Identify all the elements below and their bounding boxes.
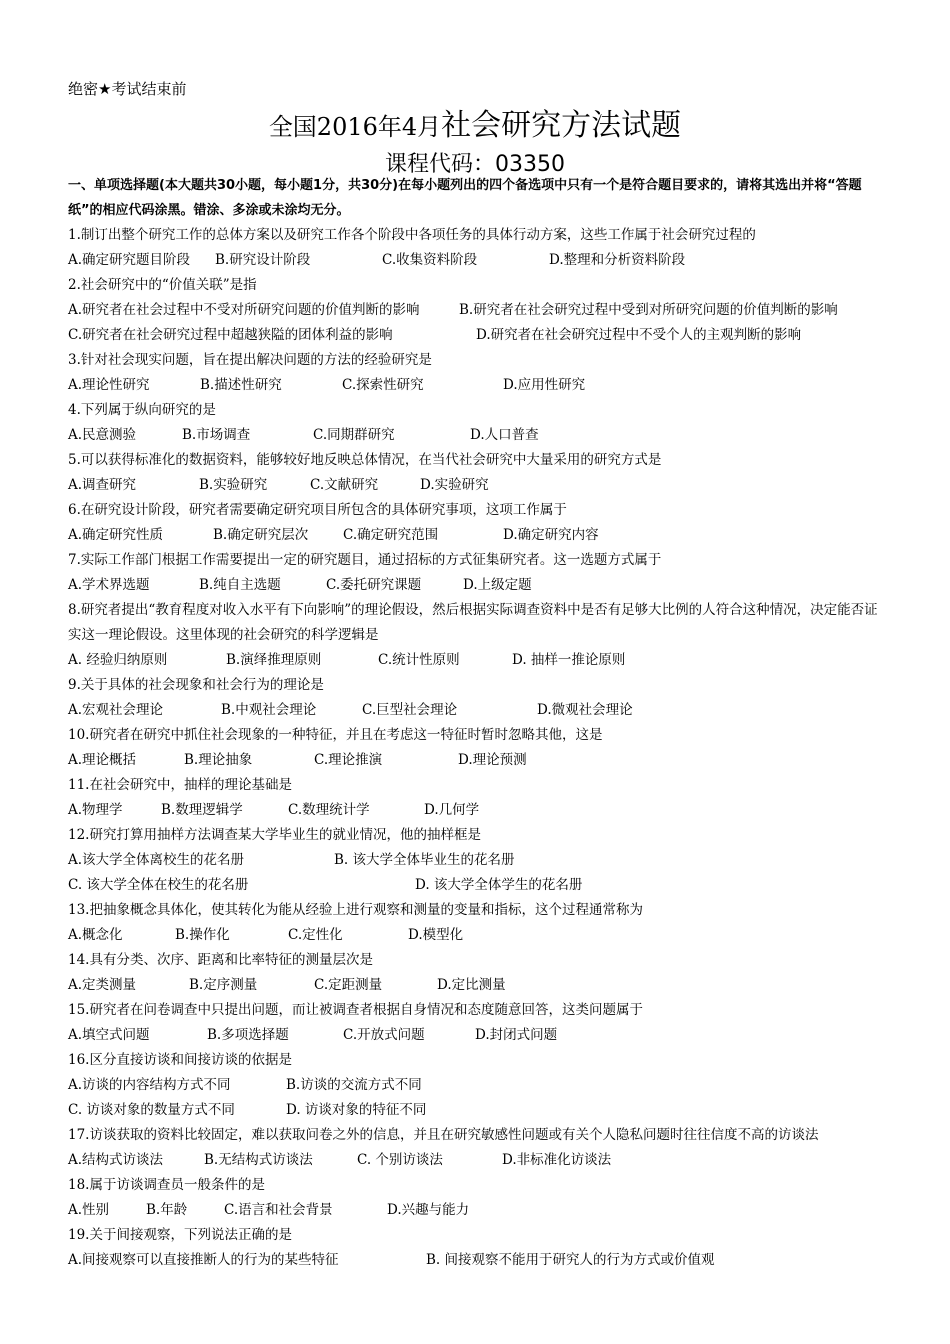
question-2-options-row2	[68, 323, 884, 348]
option-a: A.宏观社会理论	[68, 702, 164, 718]
question-18-options	[68, 1198, 884, 1223]
option-b: B.实验研究	[199, 477, 268, 493]
option-c: C. 该大学全体在校生的花名册	[68, 877, 249, 893]
course-code: 课程代码：03350	[385, 152, 565, 177]
option-d: D.非标准化访谈法	[502, 1152, 612, 1168]
question-8-options	[68, 648, 884, 673]
question-3: 3.针对社会现实问题，旨在提出解决问题的方法的经验研究是	[68, 352, 432, 368]
option-d: D.兴趣与能力	[387, 1202, 470, 1218]
exam-content	[68, 173, 884, 1273]
option-c: C.定距测量	[314, 977, 383, 993]
question-16-options-row1	[68, 1073, 884, 1098]
option-c: C.统计性原则	[378, 652, 460, 668]
question-5: 5.可以获得标准化的数据资料，能够较好地反映总体情况，在当代社会研究中大量采用的研究方式是	[68, 452, 662, 468]
option-c: C.收集资料阶段	[382, 252, 478, 268]
option-a: A.调查研究	[68, 477, 137, 493]
option-b: B.定序测量	[189, 977, 258, 993]
option-d: D. 访谈对象的特征不同	[286, 1102, 427, 1118]
option-b: B.市场调查	[182, 427, 251, 443]
section1-instructions: 一、单项选择题(本大题共30小题，每小题1分，共30分)在每小题列出的四个备选项中只有一个是符合题目要求的，请将其选出并将“答题纸”的相应代码涂黑。错涂、多涂或未涂均无分。	[68, 178, 862, 218]
option-b: B.理论抽象	[184, 752, 253, 768]
option-c: C.探索性研究	[342, 377, 424, 393]
question-10: 10.研究者在研究中抓住社会现象的一种特征，并且在考虑这一特征时暂时忽略其他，这是	[68, 727, 603, 743]
exam-title	[0, 106, 950, 147]
option-a: A.确定研究题目阶段	[68, 252, 191, 268]
option-c: C. 访谈对象的数量方式不同	[68, 1102, 235, 1118]
option-a: A.概念化	[68, 927, 123, 943]
option-d: D.人口普查	[470, 427, 539, 443]
option-d: D. 抽样一推论原则	[512, 652, 626, 668]
question-16: 16.区分直接访谈和间接访谈的依据是	[68, 1052, 292, 1068]
exam-title-date: 全国2016年4月	[268, 113, 442, 141]
option-a: A.结构式访谈法	[68, 1152, 164, 1168]
question-13: 13.把抽象概念具体化，使其转化为能从经验上进行观察和测量的变量和指标，这个过程通常称为	[68, 902, 643, 918]
option-d: D.理论预测	[458, 752, 527, 768]
question-2: 2.社会研究中的“价值关联”是指	[68, 277, 257, 293]
option-a: A.民意测验	[68, 427, 137, 443]
option-a: A.理论概括	[68, 752, 137, 768]
option-a: A. 经验归纳原则	[68, 652, 168, 668]
option-b: B.确定研究层次	[213, 527, 309, 543]
option-d: D.上级定题	[463, 577, 532, 593]
option-c: C. 个别访谈法	[357, 1152, 443, 1168]
question-6-options	[68, 523, 884, 548]
question-12-options-row1	[68, 848, 884, 873]
option-a: A.定类测量	[68, 977, 137, 993]
option-a: A.确定研究性质	[68, 527, 164, 543]
question-15: 15.研究者在问卷调查中只提出问题，而让被调查者根据自身情况和态度随意回答，这类问题属于	[68, 1002, 643, 1018]
question-8: 8.研究者提出“教育程度对收入水平有下向影响”的理论假设，然后根据实际调查资料中是否有足够大比例的人符合这种情况，决定能否证实这一理论假设。这里体现的社会研究的科学逻辑是	[68, 602, 878, 643]
question-1-options	[68, 248, 884, 273]
option-b: B.演绎推理原则	[226, 652, 322, 668]
option-d: D.确定研究内容	[503, 527, 599, 543]
question-3-options	[68, 373, 884, 398]
option-b: B.访谈的交流方式不同	[286, 1077, 422, 1093]
option-b: B.操作化	[175, 927, 230, 943]
question-9: 9.关于具体的社会现象和社会行为的理论是	[68, 677, 324, 693]
question-11: 11.在社会研究中，抽样的理论基础是	[68, 777, 292, 793]
option-c: C.开放式问题	[343, 1027, 425, 1043]
option-c: C.研究者在社会研究过程中超越狭隘的团体利益的影响	[68, 327, 393, 343]
question-16-options-row2	[68, 1098, 884, 1123]
option-c: C.定性化	[288, 927, 343, 943]
question-19: 19.关于间接观察，下列说法正确的是	[68, 1227, 292, 1243]
option-d: D.模型化	[408, 927, 464, 943]
option-b: B.中观社会理论	[221, 702, 317, 718]
option-c: C.语言和社会背景	[224, 1202, 333, 1218]
option-b: B. 间接观察不能用于研究人的行为方式或价值观	[426, 1252, 715, 1268]
question-19-options-row1	[68, 1248, 884, 1273]
option-c: C.同期群研究	[313, 427, 395, 443]
question-17-options	[68, 1148, 884, 1173]
question-7-options	[68, 573, 884, 598]
question-7: 7.实际工作部门根据工作需要提出一定的研究题目，通过招标的方式征集研究者。这一选题方式属于	[68, 552, 662, 568]
option-a: A.性别	[68, 1202, 110, 1218]
option-a: A.学术界选题	[68, 577, 150, 593]
question-2-options-row1	[68, 298, 884, 323]
option-b: B.数理逻辑学	[161, 802, 243, 818]
option-b: B.无结构式访谈法	[204, 1152, 313, 1168]
option-a: A.该大学全体离校生的花名册	[68, 852, 245, 868]
option-b: B.年龄	[146, 1202, 188, 1218]
question-1: 1.制订出整个研究工作的总体方案以及研究工作各个阶段中各项任务的具体行动方案，这些工作属于社会研究过程的	[68, 227, 756, 243]
question-15-options	[68, 1023, 884, 1048]
question-4-options	[68, 423, 884, 448]
option-c: C.数理统计学	[288, 802, 370, 818]
confidential-label: 绝密★考试结束前	[68, 80, 187, 98]
question-5-options	[68, 473, 884, 498]
question-13-options	[68, 923, 884, 948]
option-a: A.研究者在社会过程中不受对所研究问题的价值判断的影响	[68, 302, 420, 318]
exam-title-subject: 社会研究方法试题	[441, 108, 682, 143]
option-d: D.微观社会理论	[537, 702, 633, 718]
option-d: D.研究者在社会研究过程中不受个人的主观判断的影响	[476, 327, 802, 343]
question-18: 18.属于访谈调查员一般条件的是	[68, 1177, 265, 1193]
option-d: D. 该大学全体学生的花名册	[415, 877, 583, 893]
option-c: C.确定研究范围	[343, 527, 439, 543]
option-a: A.物理学	[68, 802, 123, 818]
option-a: A.理论性研究	[68, 377, 150, 393]
option-d: D.几何学	[424, 802, 480, 818]
question-10-options	[68, 748, 884, 773]
option-c: C.委托研究课题	[326, 577, 422, 593]
question-9-options	[68, 698, 884, 723]
question-14: 14.具有分类、次序、距离和比率特征的测量层次是	[68, 952, 373, 968]
question-4: 4.下列属于纵向研究的是	[68, 402, 216, 418]
question-12: 12.研究打算用抽样方法调查某大学毕业生的就业情况，他的抽样框是	[68, 827, 481, 843]
question-17: 17.访谈获取的资料比较固定，难以获取问卷之外的信息，并且在研究敏感性问题或有关个人隐私问题时往往信度不高的访谈法	[68, 1127, 819, 1143]
option-b: B.纯自主选题	[199, 577, 281, 593]
option-b: B.描述性研究	[200, 377, 282, 393]
option-d: D.封闭式问题	[475, 1027, 558, 1043]
option-c: C.理论推演	[314, 752, 383, 768]
question-6: 6.在研究设计阶段，研究者需要确定研究项目所包含的具体研究事项，这项工作属于	[68, 502, 567, 518]
option-a: A.访谈的内容结构方式不同	[68, 1077, 231, 1093]
question-14-options	[68, 973, 884, 998]
option-d: D.整理和分析资料阶段	[549, 252, 686, 268]
option-a: A.间接观察可以直接推断人的行为的某些特征	[68, 1252, 339, 1268]
option-a: A.填空式问题	[68, 1027, 150, 1043]
option-d: D.应用性研究	[503, 377, 586, 393]
option-b: B.多项选择题	[207, 1027, 289, 1043]
option-d: D.实验研究	[420, 477, 489, 493]
option-b: B.研究设计阶段	[215, 252, 311, 268]
question-12-options-row2	[68, 873, 884, 898]
option-c: C.巨型社会理论	[362, 702, 458, 718]
question-11-options	[68, 798, 884, 823]
option-c: C.文献研究	[310, 477, 379, 493]
option-d: D.定比测量	[437, 977, 506, 993]
option-b: B.研究者在社会研究过程中受到对所研究问题的价值判断的影响	[459, 302, 838, 318]
option-b: B. 该大学全体毕业生的花名册	[334, 852, 515, 868]
